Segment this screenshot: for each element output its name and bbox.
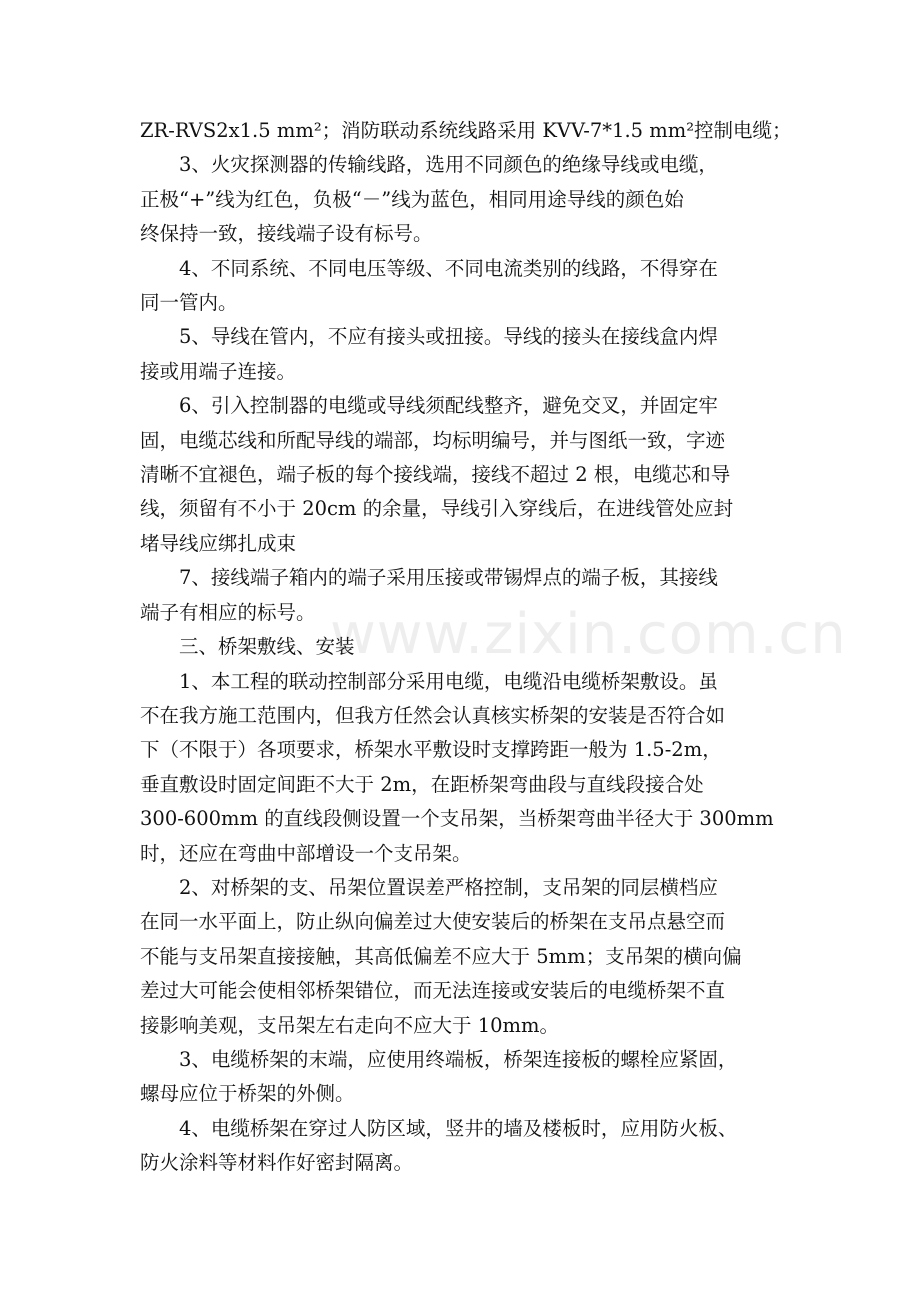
text-line: 不在我方施工范围内，但我方任然会认真核实桥架的安装是否符合如	[140, 703, 726, 727]
text-line: 5、导线在管内，不应有接头或扭接。导线的接头在接线盒内焊	[179, 325, 718, 349]
text-line: 固，电缆芯线和所配导线的端部，均标明编号，并与图纸一致，字迹	[140, 428, 726, 452]
text-line: 7、接线端子箱内的端子采用压接或带锡焊点的端子板，其接线	[179, 566, 718, 590]
text-line: 接或用端子连接。	[140, 359, 297, 383]
text-line: 垂直敷设时固定间距不大于 2m，在距桥架弯曲段与直线段接合处	[140, 772, 704, 796]
text-line: 螺母应位于桥架的外侧。	[140, 1082, 355, 1106]
text-line: 防火涂料等材料作好密封隔离。	[140, 1151, 414, 1175]
watermark: www.zixin.com.cn	[330, 602, 847, 667]
text-line: 差过大可能会使相邻桥架错位，而无法连接或安装后的电缆桥架不直	[140, 979, 726, 1003]
text-line: 在同一水平面上，防止纵向偏差过大使安装后的桥架在支吊点悬空而	[140, 910, 726, 934]
text-line: 6、引入控制器的电缆或导线须配线整齐，避免交叉，并固定牢	[179, 394, 718, 418]
text-line: 3、电缆桥架的末端，应使用终端板，桥架连接板的螺栓应紧固，	[179, 1047, 738, 1071]
text-line: 1、本工程的联动控制部分采用电缆，电缆沿电缆桥架敷设。虽	[179, 669, 718, 693]
text-line: 4、电缆桥架在穿过人防区域，竖井的墙及楼板时，应用防火板、	[179, 1116, 738, 1140]
paragraph-tray-item-2	[140, 871, 790, 1043]
text-line: 清晰不宜褪色，端子板的每个接线端，接线不超过 2 根，电缆芯和导	[140, 463, 731, 487]
text-line: 4、不同系统、不同电压等级、不同电流类别的线路，不得穿在	[179, 256, 718, 280]
paragraph-tray-item-3	[140, 1043, 790, 1112]
paragraph-item-3-color-coding	[140, 148, 790, 251]
text-line: 300-600mm 的直线段侧设置一个支吊架，当桥架弯曲半径大于 300mm	[140, 807, 774, 831]
paragraph-item-6-controller-wiring	[140, 389, 790, 561]
text-line: ZR-RVS2x1.5 mm²；消防联动系统线路采用 KVV-7*1.5 mm²控制电缆；	[140, 119, 792, 142]
text-line: 正极“+”线为红色，负极“－”线为蓝色，相同用途导线的颜色始	[140, 187, 684, 211]
paragraph-item-7-terminal-box	[140, 561, 790, 630]
paragraph-tray-item-1	[140, 665, 790, 871]
text-line: 堵导线应绑扎成束	[140, 531, 297, 555]
text-line: 接影响美观，支吊架左右走向不应大于 10mm。	[140, 1013, 559, 1037]
text-line: 时，还应在弯曲中部增设一个支吊架。	[140, 841, 472, 865]
text-line: 端子有相应的标号。	[140, 600, 316, 624]
text-line: 终保持一致，接线端子设有标号。	[140, 222, 433, 246]
paragraph-tray-item-4	[140, 1112, 790, 1181]
text-line: 3、火灾探测器的传输线路，选用不同颜色的绝缘导线或电缆，	[179, 153, 718, 177]
paragraph-section-3-heading	[140, 630, 790, 664]
paragraph-item-5-no-joints	[140, 320, 790, 389]
text-line: 2、对桥架的支、吊架位置误差严格控制，支吊架的同层横档应	[179, 875, 718, 899]
text-line: 同一管内。	[140, 291, 238, 315]
paragraph-item-4-separate-conduits	[140, 252, 790, 321]
document-body	[140, 114, 790, 1181]
text-line: 下（不限于）各项要求，桥架水平敷设时支撑跨距一般为 1.5-2m，	[140, 738, 722, 762]
text-line: 线，须留有不小于 20cm 的余量，导线引入穿线后，在进线管处应封	[140, 497, 734, 521]
paragraph-cable-spec	[140, 114, 790, 148]
text-line: 不能与支吊架直接接触，其高低偏差不应大于 5mm；支吊架的横向偏	[140, 944, 742, 968]
text-line: 三、桥架敷线、安装	[179, 635, 355, 659]
